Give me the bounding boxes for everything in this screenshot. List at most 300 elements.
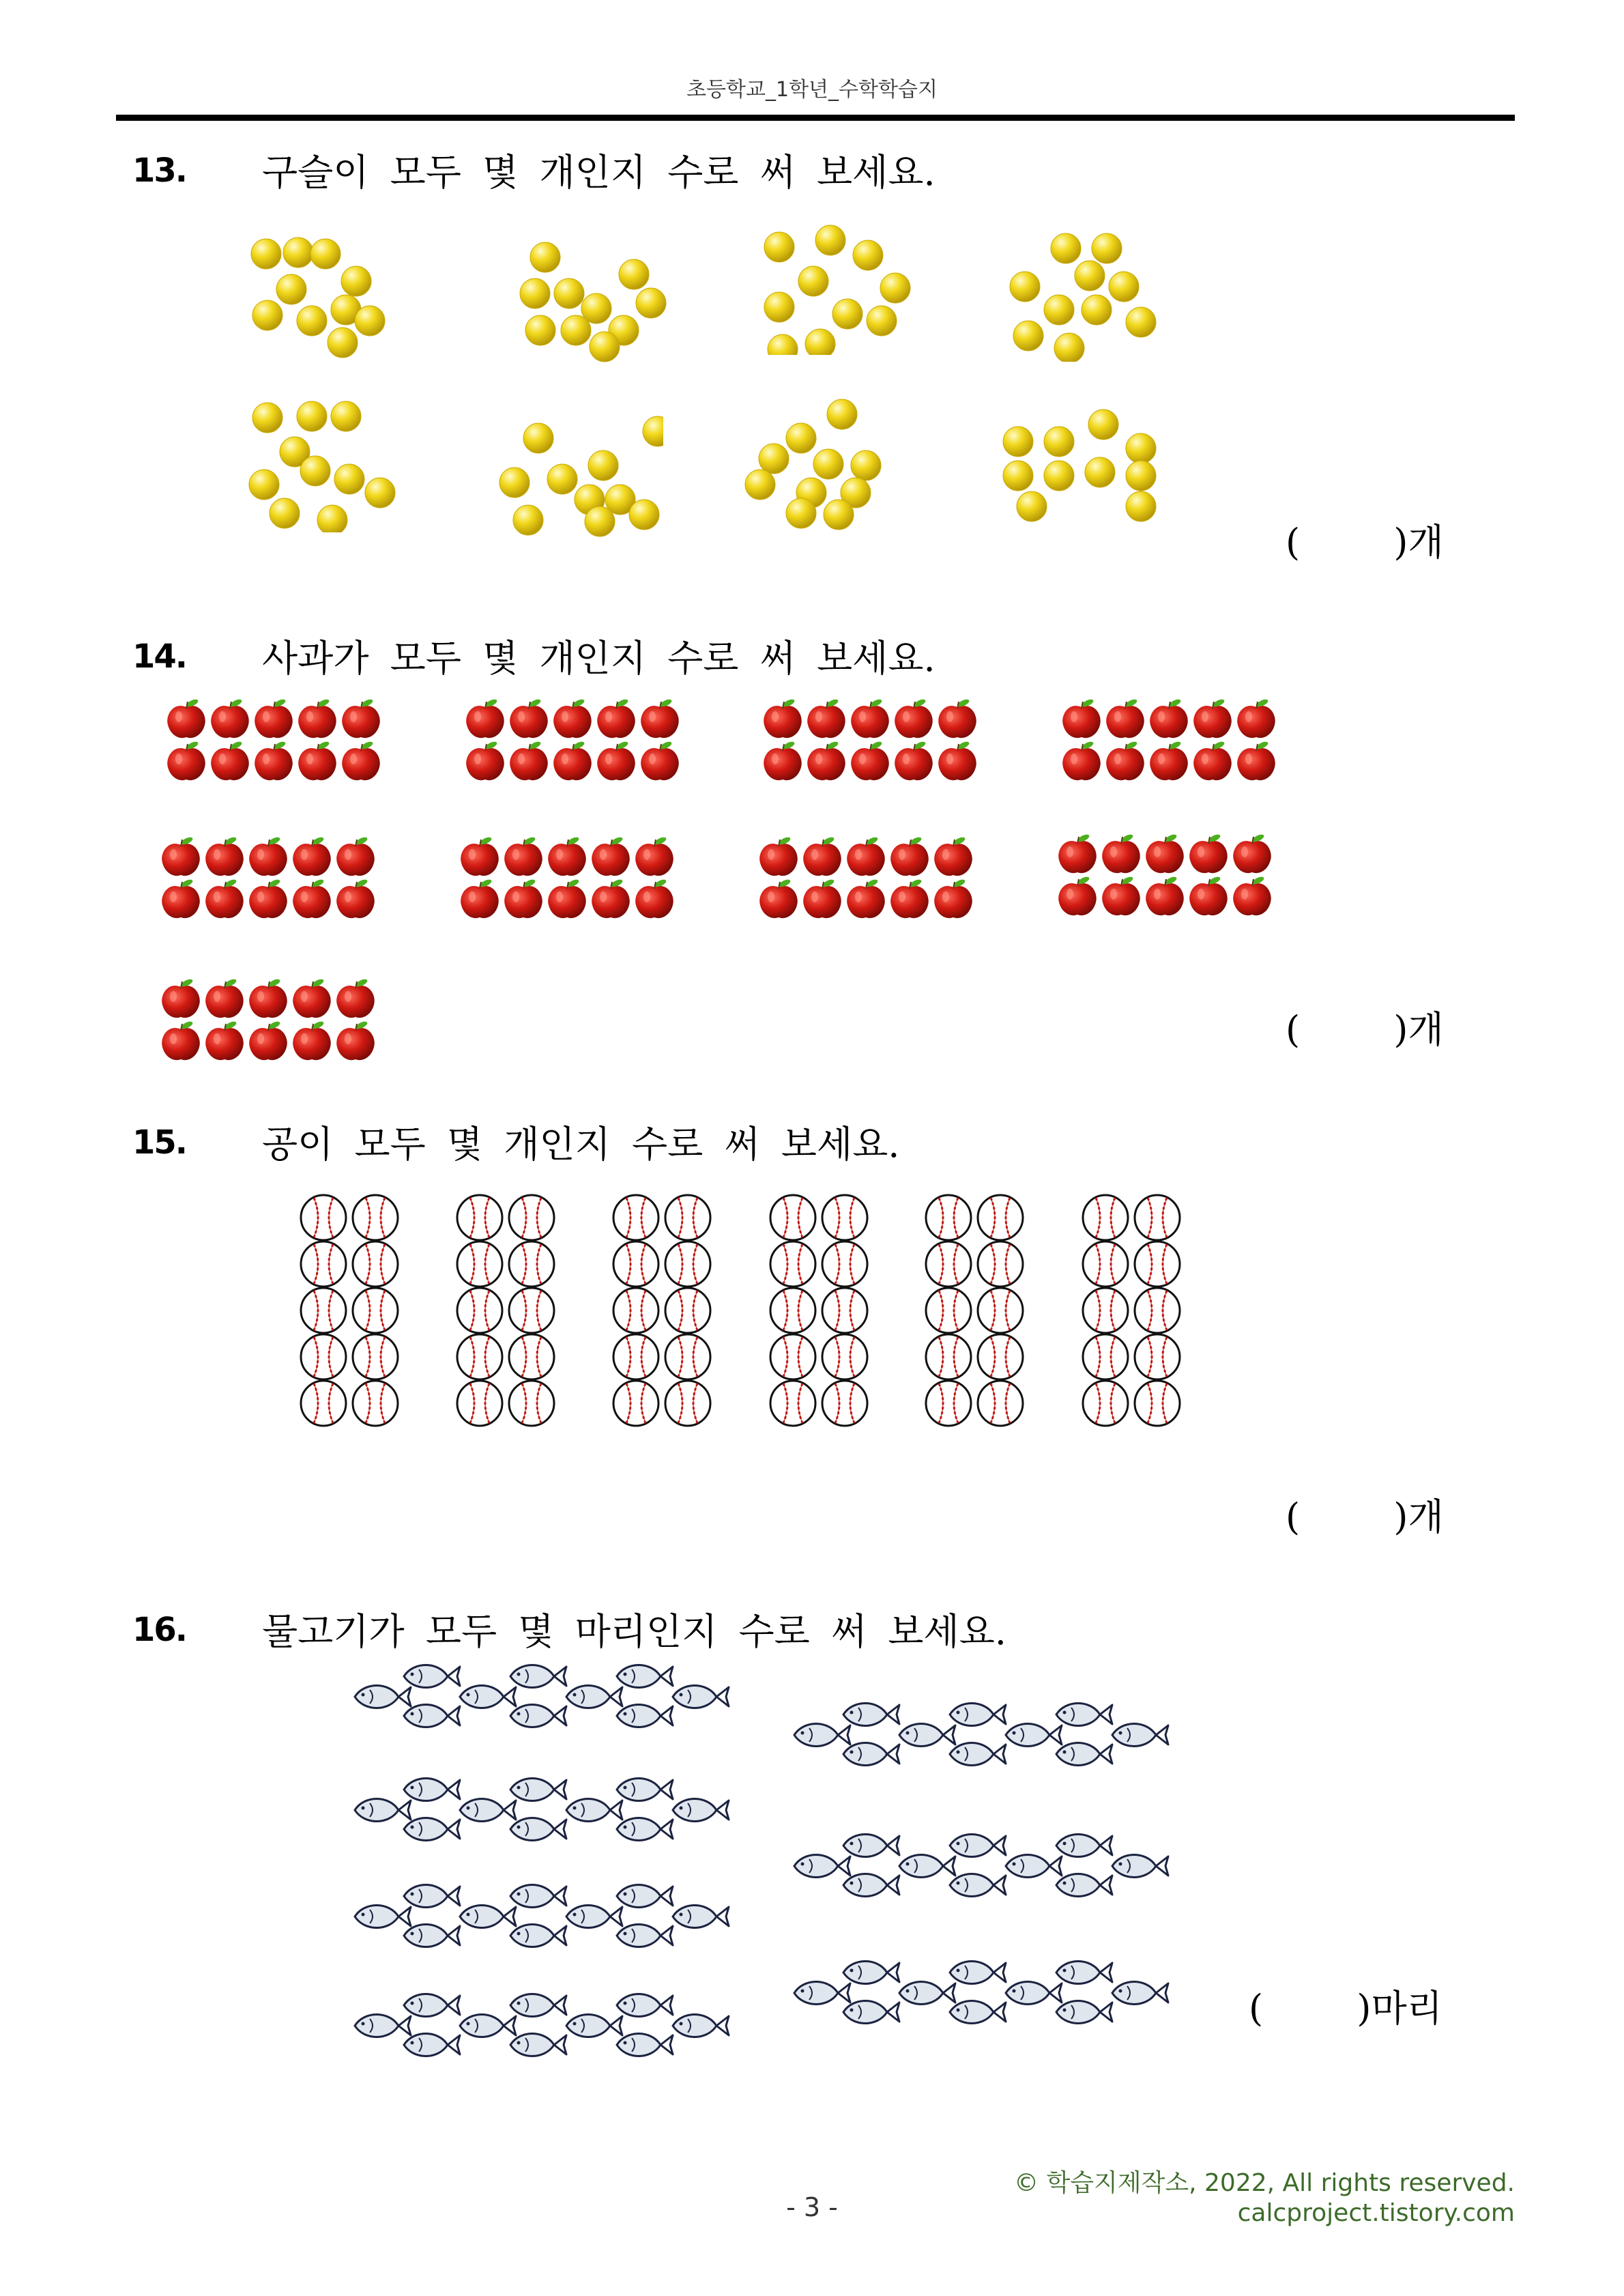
question-14-text: 사과가 모두 몇 개인지 수로 써 보세요. xyxy=(262,637,936,680)
apple-group xyxy=(463,696,688,792)
marble-group xyxy=(996,218,1174,362)
fish-group xyxy=(792,1957,1174,2033)
baseball xyxy=(353,1242,398,1287)
marble xyxy=(1003,461,1033,491)
apple xyxy=(847,836,885,876)
apple xyxy=(167,741,205,781)
apple xyxy=(597,698,635,738)
baseball xyxy=(770,1381,815,1426)
baseball xyxy=(926,1195,971,1240)
fish xyxy=(460,1799,516,1822)
question-13-answer[interactable]: ( )개 xyxy=(1286,521,1444,564)
question-13-text: 구슬이 모두 몇 개인지 수로 써 보세요. xyxy=(262,151,936,194)
marble xyxy=(853,240,883,270)
baseball xyxy=(770,1242,815,1287)
marble xyxy=(251,239,281,269)
apple xyxy=(592,878,630,919)
baseball xyxy=(301,1381,346,1426)
baseball xyxy=(457,1242,502,1287)
marble xyxy=(590,332,620,362)
baseball xyxy=(822,1288,867,1333)
fish xyxy=(1056,1874,1112,1897)
apple xyxy=(1058,876,1097,916)
apple xyxy=(336,836,375,876)
question-16-text: 물고기가 모두 몇 마리인지 수로 써 보세요. xyxy=(262,1610,1006,1653)
apple xyxy=(553,741,592,781)
baseball xyxy=(353,1195,398,1240)
marble xyxy=(588,450,618,480)
marble xyxy=(1082,295,1112,325)
marble xyxy=(554,278,584,308)
fish-group xyxy=(352,1661,734,1736)
marble xyxy=(525,315,555,345)
marble xyxy=(317,505,347,532)
baseball xyxy=(926,1381,971,1426)
marble xyxy=(629,500,659,530)
baseball xyxy=(926,1288,971,1333)
fish xyxy=(617,2034,673,2056)
apple xyxy=(162,878,200,919)
marble xyxy=(851,450,881,480)
marble xyxy=(1126,433,1156,463)
baseball xyxy=(1135,1242,1180,1287)
fish xyxy=(617,1779,673,1801)
apple xyxy=(162,1020,200,1061)
marble xyxy=(297,306,327,336)
marble xyxy=(334,464,364,494)
apple xyxy=(548,878,586,919)
marble xyxy=(1126,491,1156,521)
marble xyxy=(805,329,835,355)
apple xyxy=(336,978,375,1018)
apple xyxy=(635,836,673,876)
marble-group xyxy=(506,225,684,369)
fish xyxy=(1006,1724,1062,1747)
baseball xyxy=(613,1381,658,1426)
baseball xyxy=(301,1242,346,1287)
baseball xyxy=(353,1288,398,1333)
fish xyxy=(950,1835,1006,1857)
fish xyxy=(404,2034,460,2056)
baseball-group xyxy=(923,1192,1032,1437)
apple xyxy=(1237,741,1275,781)
fish xyxy=(673,1686,729,1708)
apple xyxy=(1233,833,1271,874)
marble xyxy=(530,242,560,272)
marble xyxy=(786,498,816,528)
marble xyxy=(1126,307,1156,337)
marble xyxy=(1003,427,1033,457)
baseball xyxy=(457,1334,502,1379)
marble xyxy=(1044,427,1074,457)
fish xyxy=(510,1779,566,1801)
fish xyxy=(794,1855,850,1878)
apple xyxy=(255,698,293,738)
marble xyxy=(585,506,615,536)
marble xyxy=(328,328,358,358)
marble xyxy=(270,498,300,528)
marble xyxy=(561,315,591,345)
apple xyxy=(293,878,331,919)
apple xyxy=(807,698,845,738)
marble xyxy=(331,401,361,431)
apple xyxy=(759,836,798,876)
fish xyxy=(843,1743,899,1766)
apple xyxy=(510,698,548,738)
apple xyxy=(764,698,802,738)
fish xyxy=(404,1994,460,2017)
fish xyxy=(673,1799,729,1822)
apple xyxy=(1189,833,1228,874)
fish xyxy=(794,1982,850,2005)
apple xyxy=(1102,876,1140,916)
baseball xyxy=(1135,1195,1180,1240)
apple xyxy=(592,836,630,876)
apple xyxy=(895,741,933,781)
apple xyxy=(466,741,504,781)
apple-group xyxy=(164,696,389,792)
apple xyxy=(934,836,972,876)
marble xyxy=(798,266,828,296)
fish xyxy=(843,1874,899,1897)
apple xyxy=(1062,741,1101,781)
fish xyxy=(950,1874,1006,1897)
footer-url[interactable]: calcproject.tistory.com xyxy=(1237,2199,1515,2227)
marble xyxy=(1109,272,1139,302)
apple xyxy=(205,836,244,876)
fish xyxy=(950,1743,1006,1766)
apple xyxy=(1193,698,1232,738)
apple xyxy=(847,878,885,919)
marble xyxy=(867,306,897,336)
fish xyxy=(404,1779,460,1801)
marble xyxy=(1092,233,1122,263)
baseball xyxy=(770,1195,815,1240)
apple xyxy=(764,741,802,781)
fish xyxy=(566,1906,622,1928)
marble xyxy=(341,266,371,296)
apple-group xyxy=(158,976,383,1072)
apple xyxy=(851,698,889,738)
apple-group xyxy=(756,834,981,930)
fish-group xyxy=(792,1831,1174,1906)
apple xyxy=(504,878,542,919)
fish xyxy=(510,1818,566,1841)
apple xyxy=(205,1020,244,1061)
apple xyxy=(298,741,336,781)
apple-group xyxy=(158,834,383,930)
marble xyxy=(276,274,306,304)
fish xyxy=(843,1835,899,1857)
baseball xyxy=(613,1242,658,1287)
baseball xyxy=(978,1334,1023,1379)
fish xyxy=(404,1705,460,1727)
fish xyxy=(673,2015,729,2037)
baseball xyxy=(457,1195,502,1240)
apple xyxy=(597,741,635,781)
fish xyxy=(510,1665,566,1688)
fish xyxy=(1056,1835,1112,1857)
fish xyxy=(1112,1855,1168,1878)
fish xyxy=(673,1906,729,1928)
marble xyxy=(636,288,666,318)
baseball xyxy=(770,1288,815,1333)
header-rule xyxy=(116,115,1515,121)
apple xyxy=(851,741,889,781)
fish xyxy=(617,1665,673,1688)
marble xyxy=(310,239,340,269)
fish xyxy=(1112,1982,1168,2005)
baseball xyxy=(978,1381,1023,1426)
baseball xyxy=(509,1242,554,1287)
marble xyxy=(355,306,385,336)
apple xyxy=(461,878,499,919)
apple-group xyxy=(457,834,682,930)
apple xyxy=(1146,876,1184,916)
marble xyxy=(786,423,816,453)
baseball xyxy=(978,1242,1023,1287)
fish xyxy=(460,2015,516,2037)
marble xyxy=(1085,457,1115,487)
apple xyxy=(205,878,244,919)
apple xyxy=(1237,698,1275,738)
apple xyxy=(890,878,929,919)
baseball xyxy=(822,1334,867,1379)
marble xyxy=(1126,461,1156,491)
apple xyxy=(1189,876,1228,916)
fish xyxy=(1006,1982,1062,2005)
baseball xyxy=(613,1288,658,1333)
apple xyxy=(249,978,287,1018)
baseball xyxy=(665,1242,710,1287)
marble xyxy=(300,456,330,486)
apple xyxy=(167,698,205,738)
apple xyxy=(342,698,380,738)
fish xyxy=(404,1885,460,1908)
apple xyxy=(342,741,380,781)
marble xyxy=(1013,321,1043,351)
fish xyxy=(950,1962,1006,1984)
marble xyxy=(832,299,862,329)
baseball xyxy=(665,1288,710,1333)
baseball-group xyxy=(767,1192,876,1437)
fish xyxy=(460,1906,516,1928)
fish xyxy=(1056,2001,1112,2024)
apple xyxy=(890,836,929,876)
marble xyxy=(619,259,649,289)
fish xyxy=(1056,1743,1112,1766)
marble xyxy=(513,505,543,535)
marble xyxy=(813,449,843,479)
baseball xyxy=(926,1334,971,1379)
baseball xyxy=(613,1334,658,1379)
fish xyxy=(843,1704,899,1726)
question-14-answer[interactable]: ( )개 xyxy=(1286,1008,1444,1051)
fish-group xyxy=(352,1775,734,1850)
baseball xyxy=(822,1381,867,1426)
marble xyxy=(643,416,663,446)
fish xyxy=(355,1686,411,1708)
baseball xyxy=(509,1195,554,1240)
apple xyxy=(162,836,200,876)
fish xyxy=(566,1686,622,1708)
baseball xyxy=(509,1381,554,1426)
apple xyxy=(635,878,673,919)
fish xyxy=(566,1799,622,1822)
apple xyxy=(759,878,798,919)
baseball xyxy=(457,1381,502,1426)
marble xyxy=(520,278,550,308)
marble xyxy=(252,403,282,433)
baseball xyxy=(1083,1242,1128,1287)
marble xyxy=(1088,410,1118,440)
apple xyxy=(803,878,841,919)
apple xyxy=(336,1020,375,1061)
apple xyxy=(205,978,244,1018)
baseball xyxy=(301,1334,346,1379)
apple xyxy=(293,836,331,876)
apple xyxy=(553,698,592,738)
marble xyxy=(1044,295,1074,325)
marble-group xyxy=(486,403,663,546)
marble xyxy=(764,232,794,262)
fish xyxy=(617,1994,673,2017)
apple xyxy=(255,741,293,781)
fish xyxy=(899,1982,955,2005)
marble xyxy=(523,423,553,453)
apple xyxy=(1233,876,1271,916)
apple xyxy=(1146,833,1184,874)
marble xyxy=(1051,233,1081,263)
marble-group xyxy=(239,225,416,369)
baseball xyxy=(1135,1381,1180,1426)
fish xyxy=(566,2015,622,2037)
apple xyxy=(298,698,336,738)
baseball xyxy=(301,1288,346,1333)
baseball-group xyxy=(610,1192,719,1437)
fish-group xyxy=(352,1881,734,1956)
marble-group xyxy=(738,389,916,532)
baseball-group xyxy=(1079,1192,1189,1437)
marble xyxy=(252,300,282,330)
apple xyxy=(1102,833,1140,874)
apple xyxy=(293,978,331,1018)
question-16-answer[interactable]: ( )마리 xyxy=(1249,1987,1442,2030)
fish xyxy=(404,1818,460,1841)
marble xyxy=(547,464,577,494)
marble xyxy=(759,444,789,474)
marble xyxy=(880,273,910,303)
baseball xyxy=(770,1334,815,1379)
apple xyxy=(249,878,287,919)
baseball xyxy=(665,1195,710,1240)
marble xyxy=(745,470,775,500)
marble xyxy=(824,500,854,530)
marble xyxy=(827,399,857,429)
baseball-group xyxy=(298,1192,407,1437)
apple xyxy=(938,698,976,738)
apple xyxy=(641,698,679,738)
fish xyxy=(899,1855,955,1878)
apple xyxy=(1106,698,1144,738)
fish xyxy=(460,1686,516,1708)
baseball xyxy=(1083,1195,1128,1240)
worksheet-header: 초등학교_1학년_수학학습지 xyxy=(686,78,938,102)
question-15-number: 15. xyxy=(132,1123,187,1162)
fish xyxy=(1056,1704,1112,1726)
apple xyxy=(461,836,499,876)
baseball xyxy=(978,1288,1023,1333)
marble xyxy=(499,468,530,498)
marble xyxy=(283,238,313,268)
baseball xyxy=(822,1195,867,1240)
baseball xyxy=(509,1334,554,1379)
fish xyxy=(404,1925,460,1947)
apple xyxy=(504,836,542,876)
fish xyxy=(510,1925,566,1947)
apple xyxy=(211,741,249,781)
question-15-answer[interactable]: ( )개 xyxy=(1286,1495,1444,1538)
baseball-group xyxy=(454,1192,563,1437)
apple xyxy=(807,741,845,781)
fish xyxy=(617,1885,673,1908)
baseball xyxy=(665,1381,710,1426)
page-number: - 3 - xyxy=(786,2192,838,2222)
apple-group xyxy=(760,696,985,792)
fish xyxy=(617,1925,673,1947)
baseball xyxy=(1135,1288,1180,1333)
fish xyxy=(617,1705,673,1727)
fish xyxy=(950,1704,1006,1726)
apple xyxy=(1106,741,1144,781)
marble xyxy=(365,478,395,508)
apple xyxy=(895,698,933,738)
marble xyxy=(1017,491,1047,521)
baseball xyxy=(822,1242,867,1287)
baseball xyxy=(1083,1288,1128,1333)
apple xyxy=(641,741,679,781)
marble-group xyxy=(232,389,409,532)
question-15-text: 공이 모두 몇 개인지 수로 써 보세요. xyxy=(262,1123,900,1166)
fish xyxy=(510,2034,566,2056)
fish xyxy=(1056,1962,1112,1984)
apple xyxy=(249,1020,287,1061)
apple xyxy=(466,698,504,738)
apple xyxy=(1193,741,1232,781)
apple xyxy=(1058,833,1097,874)
marble-group xyxy=(989,392,1167,536)
marble xyxy=(1075,261,1105,291)
apple xyxy=(934,878,972,919)
apple-group xyxy=(1055,831,1280,927)
baseball xyxy=(978,1195,1023,1240)
question-13-number: 13. xyxy=(132,152,187,190)
baseball xyxy=(457,1288,502,1333)
fish xyxy=(794,1724,850,1747)
apple xyxy=(1150,698,1188,738)
fish xyxy=(355,2015,411,2037)
fish xyxy=(1006,1855,1062,1878)
apple xyxy=(938,741,976,781)
apple xyxy=(211,698,249,738)
baseball xyxy=(353,1381,398,1426)
apple xyxy=(162,978,200,1018)
marble xyxy=(815,225,845,255)
fish xyxy=(843,2001,899,2024)
marble xyxy=(768,334,798,355)
baseball xyxy=(1083,1381,1128,1426)
apple xyxy=(336,878,375,919)
